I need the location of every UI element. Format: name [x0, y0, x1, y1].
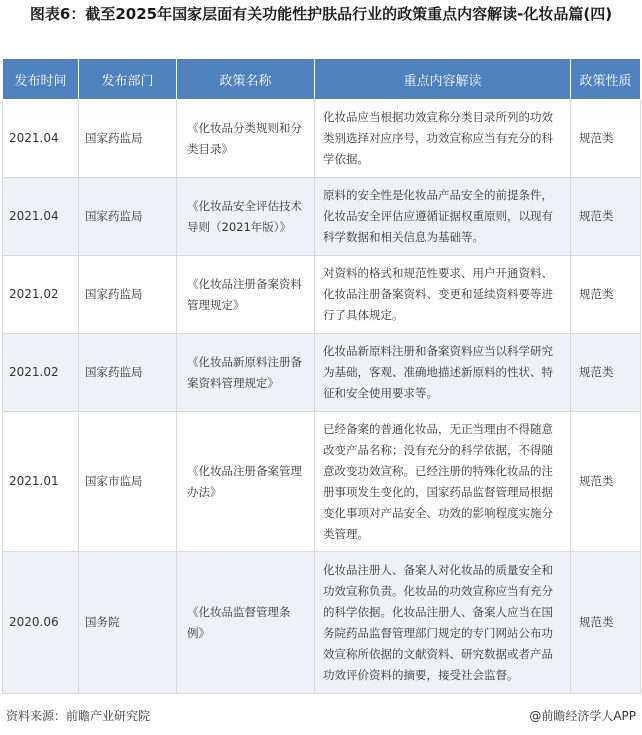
table-row: [3, 552, 641, 694]
cell-content: 化妆品新原料注册和备案资料应当以科学研究为基础，客观、准确地描述新原料的性状、特征和安全使用要求等。: [315, 334, 571, 412]
cell-dept: 国家药监局: [79, 178, 177, 256]
cell-nature: 规范类: [571, 256, 641, 334]
cell-policy-name: 《化妆品新原料注册备案资料管理规定》: [177, 334, 315, 412]
brand-credit: @前瞻经济学人APP: [529, 709, 636, 723]
cell-content: 化妆品注册人、备案人对化妆品的质量安全和功效宣称负责。化妆品的功效宣称应当有充分的科学依据。化妆品注册人、备案人应当在国务院药品监督管理部门规定的专门网站公布功效宣称所依据的文献资料、研究数据或者产品功效评价资料的摘要，接受社会监督。: [315, 552, 571, 694]
footer: [6, 707, 636, 724]
cell-dept: 国家药监局: [79, 334, 177, 412]
table-row: [3, 256, 641, 334]
cell-policy-name: 《化妆品安全评估技术导则（2021年版）》: [177, 178, 315, 256]
cell-date: 2020.06: [3, 552, 79, 694]
page-title: 图表6：截至2025年国家层面有关功能性护肤品行业的政策重点内容解读-化妆品篇(四): [29, 5, 613, 23]
cell-policy-name: 《化妆品注册备案管理办法》: [177, 412, 315, 552]
header-name: 政策名称: [177, 59, 315, 100]
cell-content: 对资料的格式和规范性要求、用户开通资料、化妆品注册备案资料、变更和延续资料要等进行了具体规定。: [315, 256, 571, 334]
policy-table: [2, 58, 641, 694]
cell-nature: 规范类: [571, 412, 641, 552]
cell-nature: 规范类: [571, 100, 641, 178]
header-date: 发布时间: [3, 59, 79, 100]
header-content: 重点内容解读: [315, 59, 571, 100]
table-row: [3, 178, 641, 256]
cell-date: 2021.04: [3, 100, 79, 178]
cell-nature: 规范类: [571, 334, 641, 412]
cell-date: 2021.01: [3, 412, 79, 552]
cell-dept: 国家市监局: [79, 412, 177, 552]
cell-date: 2021.04: [3, 178, 79, 256]
cell-policy-name: 《化妆品分类规则和分类目录》: [177, 100, 315, 178]
header-dept: 发布部门: [79, 59, 177, 100]
table-row: [3, 334, 641, 412]
table-row: [3, 100, 641, 178]
cell-content: 已经备案的普通化妆品，无正当理由不得随意改变产品名称；没有充分的科学依据，不得随意改变功效宣称。已经注册的特殊化妆品的注册事项发生变化的，国家药品监督管理局根据变化事项对产品安全、功效的影响程度实施分类管理。: [315, 412, 571, 552]
cell-dept: 国家药监局: [79, 100, 177, 178]
cell-policy-name: 《化妆品监督管理条例》: [177, 552, 315, 694]
table-row: [3, 412, 641, 552]
header-nature: 政策性质: [571, 59, 641, 100]
cell-content: 化妆品应当根据功效宣称分类目录所列的功效类别选择对应序号，功效宣称应当有充分的科学依据。: [315, 100, 571, 178]
source-note: 资料来源：前瞻产业研究院: [6, 709, 151, 723]
cell-nature: 规范类: [571, 552, 641, 694]
cell-date: 2021.02: [3, 334, 79, 412]
cell-content: 原料的安全性是化妆品产品安全的前提条件，化妆品安全评估应遵循证据权重原则，以现有科学数据和相关信息为基础等。: [315, 178, 571, 256]
cell-policy-name: 《化妆品注册备案资料管理规定》: [177, 256, 315, 334]
cell-date: 2021.02: [3, 256, 79, 334]
table-header-row: [3, 59, 641, 100]
cell-dept: 国务院: [79, 552, 177, 694]
cell-dept: 国家药监局: [79, 256, 177, 334]
cell-nature: 规范类: [571, 178, 641, 256]
